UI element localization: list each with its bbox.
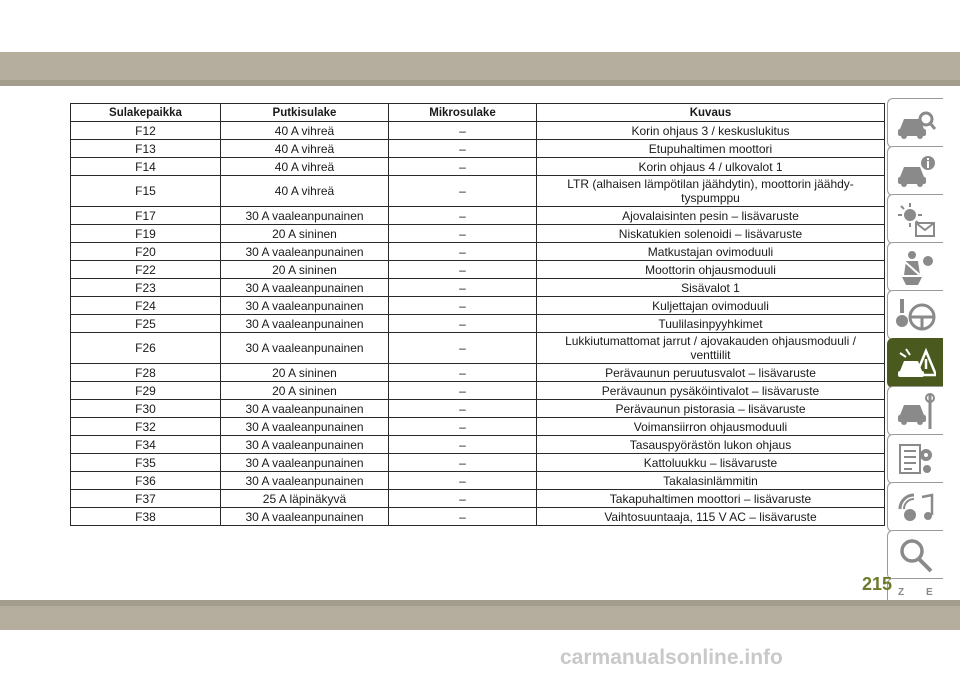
cell-fuse-position: F25 [71, 315, 221, 333]
cell-description: Kattoluukku – lisävaruste [537, 454, 885, 472]
cell-cartridge-fuse: 30 A vaaleanpunainen [221, 333, 389, 364]
tab-starting-operating[interactable] [887, 290, 943, 340]
table-header-row [71, 104, 885, 122]
cell-cartridge-fuse: 25 A läpinäkyvä [221, 490, 389, 508]
index-letter: Z [898, 587, 905, 598]
cell-cartridge-fuse: 30 A vaaleanpunainen [221, 297, 389, 315]
cell-micro-fuse: – [389, 207, 537, 225]
table-row [71, 508, 885, 526]
steering-wheel-icon [896, 297, 936, 335]
cell-micro-fuse: – [389, 454, 537, 472]
tab-technical-specifications[interactable] [887, 434, 943, 484]
multimedia-icon [896, 489, 936, 527]
cell-cartridge-fuse: 40 A vihreä [221, 176, 389, 207]
tab-warning-lights[interactable] [887, 194, 943, 244]
cell-micro-fuse: – [389, 508, 537, 526]
cell-fuse-position: F23 [71, 279, 221, 297]
cell-fuse-position: F12 [71, 122, 221, 140]
table-row [71, 400, 885, 418]
page-number: 215 [861, 574, 892, 594]
header-micro-fuse: Mikrosulake [389, 104, 537, 122]
cell-micro-fuse: – [389, 140, 537, 158]
header-fuse-position: Sulakepaikka [71, 104, 221, 122]
cell-micro-fuse: – [389, 279, 537, 297]
cell-cartridge-fuse: 30 A vaaleanpunainen [221, 508, 389, 526]
cell-fuse-position: F36 [71, 472, 221, 490]
cell-cartridge-fuse: 30 A vaaleanpunainen [221, 436, 389, 454]
cell-cartridge-fuse: 40 A vihreä [221, 122, 389, 140]
cell-fuse-position: F20 [71, 243, 221, 261]
cell-description: Korin ohjaus 3 / keskuslukitus [537, 122, 885, 140]
table-row [71, 436, 885, 454]
cell-description: Takalasinlämmitin [537, 472, 885, 490]
cell-description: Sisävalot 1 [537, 279, 885, 297]
cell-cartridge-fuse: 40 A vihreä [221, 140, 389, 158]
table-row [71, 207, 885, 225]
car-search-icon [896, 105, 936, 143]
cell-cartridge-fuse: 30 A vaaleanpunainen [221, 472, 389, 490]
tab-search[interactable] [887, 530, 943, 580]
cell-micro-fuse: – [389, 418, 537, 436]
cell-description: Tuulilasinpyyhkimet [537, 315, 885, 333]
tab-safety[interactable] [887, 242, 943, 292]
cell-fuse-position: F37 [71, 490, 221, 508]
cell-micro-fuse: – [389, 243, 537, 261]
cell-description: Perävaunun pysäköintivalot – lisävaruste [537, 382, 885, 400]
cell-cartridge-fuse: 30 A vaaleanpunainen [221, 207, 389, 225]
cell-cartridge-fuse: 40 A vihreä [221, 158, 389, 176]
cell-description: Korin ohjaus 4 / ulkovalot 1 [537, 158, 885, 176]
cell-fuse-position: F34 [71, 436, 221, 454]
table-row [71, 472, 885, 490]
cell-micro-fuse: – [389, 176, 537, 207]
cell-description: Niskatukien solenoidi – lisävaruste [537, 225, 885, 243]
header-band [0, 52, 960, 80]
cell-fuse-position: F17 [71, 207, 221, 225]
table-row [71, 418, 885, 436]
cell-description: Kuljettajan ovimoduuli [537, 297, 885, 315]
cell-fuse-position: F28 [71, 364, 221, 382]
table-row [71, 140, 885, 158]
cell-description: Lukkiutumattomat jarrut / ajovakauden ohjausmoduuli / venttiilit [537, 333, 885, 364]
cell-fuse-position: F32 [71, 418, 221, 436]
cell-fuse-position: F14 [71, 158, 221, 176]
table-row [71, 225, 885, 243]
table-row [71, 122, 885, 140]
cell-micro-fuse: – [389, 315, 537, 333]
cell-micro-fuse: – [389, 436, 537, 454]
cell-micro-fuse: – [389, 158, 537, 176]
cell-cartridge-fuse: 30 A vaaleanpunainen [221, 400, 389, 418]
watermark: carmanualsonline.info [560, 646, 783, 669]
car-info-icon [896, 153, 936, 191]
cell-micro-fuse: – [389, 225, 537, 243]
table-row [71, 297, 885, 315]
table-row [71, 176, 885, 207]
header-description: Kuvaus [537, 104, 885, 122]
cell-description: Perävaunun pistorasia – lisävaruste [537, 400, 885, 418]
header-rule [0, 80, 960, 86]
table-row [71, 243, 885, 261]
tab-servicing-maintenance[interactable] [887, 386, 943, 436]
breakdown-triangle-icon [896, 345, 936, 383]
car-service-icon [896, 393, 936, 431]
cell-micro-fuse: – [389, 490, 537, 508]
cell-description: Etupuhaltimen moottori [537, 140, 885, 158]
cell-cartridge-fuse: 30 A vaaleanpunainen [221, 418, 389, 436]
cell-fuse-position: F15 [71, 176, 221, 207]
cell-micro-fuse: – [389, 400, 537, 418]
cell-description: LTR (alhaisen lämpötilan jäähdytin), moottorin jäähdy- tyspumppu [537, 176, 885, 207]
cell-fuse-position: F19 [71, 225, 221, 243]
table-row [71, 261, 885, 279]
cell-fuse-position: F35 [71, 454, 221, 472]
cell-fuse-position: F29 [71, 382, 221, 400]
cell-cartridge-fuse: 20 A sininen [221, 382, 389, 400]
index-letter: E [926, 587, 933, 598]
footer-band [0, 606, 960, 630]
cell-cartridge-fuse: 30 A vaaleanpunainen [221, 279, 389, 297]
cell-micro-fuse: – [389, 382, 537, 400]
cell-fuse-position: F38 [71, 508, 221, 526]
tab-in-case-of-emergency[interactable] [887, 338, 943, 388]
cell-description: Tasauspyörästön lukon ohjaus [537, 436, 885, 454]
cell-description: Ajovalaisinten pesin – lisävaruste [537, 207, 885, 225]
cell-fuse-position: F26 [71, 333, 221, 364]
table-row [71, 158, 885, 176]
fuse-table [70, 103, 885, 526]
table-row [71, 279, 885, 297]
cell-cartridge-fuse: 20 A sininen [221, 261, 389, 279]
tab-multimedia[interactable] [887, 482, 943, 532]
table-row [71, 315, 885, 333]
cell-micro-fuse: – [389, 122, 537, 140]
cell-micro-fuse: – [389, 297, 537, 315]
cell-fuse-position: F30 [71, 400, 221, 418]
cell-micro-fuse: – [389, 364, 537, 382]
cell-cartridge-fuse: 20 A sininen [221, 364, 389, 382]
cell-fuse-position: F13 [71, 140, 221, 158]
tab-instrument-panel[interactable] [887, 146, 943, 196]
seatbelt-airbag-icon [896, 249, 936, 287]
cell-description: Voimansiirron ohjausmoduuli [537, 418, 885, 436]
cell-micro-fuse: – [389, 333, 537, 364]
cell-description: Vaihtosuuntaaja, 115 V AC – lisävaruste [537, 508, 885, 526]
cell-micro-fuse: – [389, 472, 537, 490]
cell-cartridge-fuse: 30 A vaaleanpunainen [221, 315, 389, 333]
cell-description: Moottorin ohjausmoduuli [537, 261, 885, 279]
tab-getting-to-know[interactable] [887, 98, 943, 148]
cell-cartridge-fuse: 20 A sininen [221, 225, 389, 243]
warning-light-icon [896, 201, 936, 239]
search-icon [896, 537, 936, 575]
table-row [71, 454, 885, 472]
table-row [71, 333, 885, 364]
header-cartridge-fuse: Putkisulake [221, 104, 389, 122]
cell-description: Takapuhaltimen moottori – lisävaruste [537, 490, 885, 508]
cell-fuse-position: F24 [71, 297, 221, 315]
table-row [71, 382, 885, 400]
cell-description: Matkustajan ovimoduuli [537, 243, 885, 261]
cell-cartridge-fuse: 30 A vaaleanpunainen [221, 243, 389, 261]
cell-cartridge-fuse: 30 A vaaleanpunainen [221, 454, 389, 472]
cell-micro-fuse: – [389, 261, 537, 279]
table-row [71, 490, 885, 508]
specifications-icon [896, 441, 936, 479]
table-row [71, 364, 885, 382]
cell-description: Perävaunun peruutusvalot – lisävaruste [537, 364, 885, 382]
cell-fuse-position: F22 [71, 261, 221, 279]
